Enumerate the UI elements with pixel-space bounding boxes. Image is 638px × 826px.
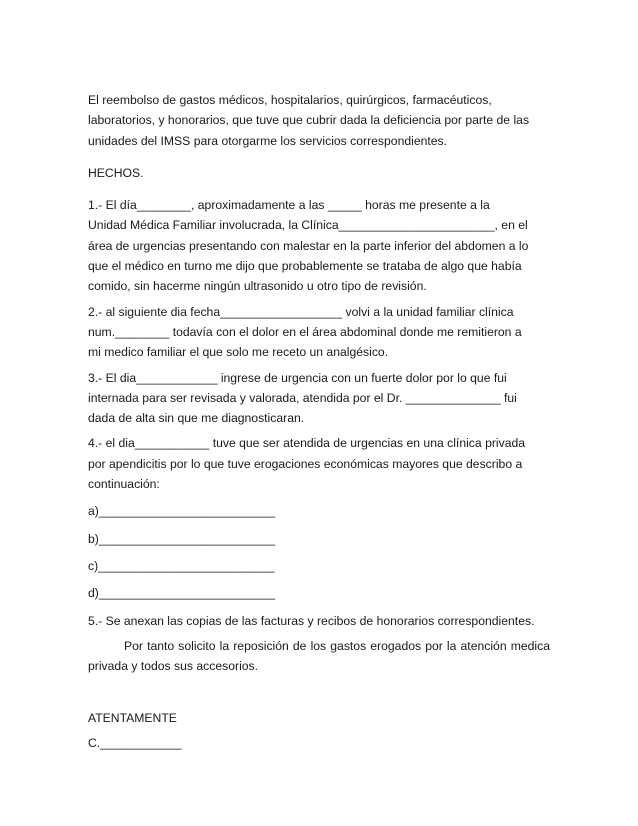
- facts-heading: HECHOS.: [88, 165, 144, 180]
- fact-item-1: 1.- El día________, aproximadamente a las _____ horas me presente a la Unidad Médica Familiar involucrada, la Clínica_______________________, en el área de urgencias presentando con malestar en la parte inferior del abdomen a lo que el médico en turno me dijo que probablemente se trataba de algo que había comido, sin hacerme ningún ultrasonido u otro tipo de revisión.: [88, 198, 529, 294]
- fact-item-4: 4.- el dia___________ tuve que ser atendida de urgencias en una clínica privada por apendicitis por lo que tuve erogaciones económicas mayores que describo a continuación:: [88, 436, 526, 492]
- fact-item-2: 2.- al siguiente dia fecha__________________ volvi a la unidad familiar clínica num.________ todavía con el dolor en el área abdominal donde me remitieron a mi medico familiar el que solo me receto un analgésico.: [88, 304, 522, 360]
- expense-line-b: b)__________________________: [88, 531, 276, 546]
- intro-paragraph: El reembolso de gastos médicos, hospitalarios, quirúrgicos, farmacéuticos, laboratorios, y honorarios, que tuve que cubrir dada la deficiencia por parte de las unidades del IMSS para otorgarme los servicios correspondientes.: [88, 93, 530, 148]
- fact-item-5: 5.- Se anexan las copias de las facturas y recibos de honorarios correspondientes.: [88, 613, 535, 628]
- fact-item-3: 3.- El dia____________ ingrese de urgencia con un fuerte dolor por lo que fui internada para ser revisada y valorada, atendida por el Dr. ______________ fui dada de alta sin que me diagnosticaran.: [88, 370, 517, 426]
- expense-line-d: d)__________________________: [88, 586, 276, 601]
- conclusion-paragraph: Por tanto solicito la reposición de los gastos erogados por la atención medica privada y todos sus accesorios.: [88, 638, 550, 674]
- expense-line-a: a)__________________________: [88, 504, 276, 519]
- closing-text: ATENTAMENTE: [88, 711, 177, 726]
- expense-line-c: c)__________________________: [88, 558, 275, 573]
- signature-line: C.____________: [88, 735, 182, 750]
- document-body: [88, 90, 550, 753]
